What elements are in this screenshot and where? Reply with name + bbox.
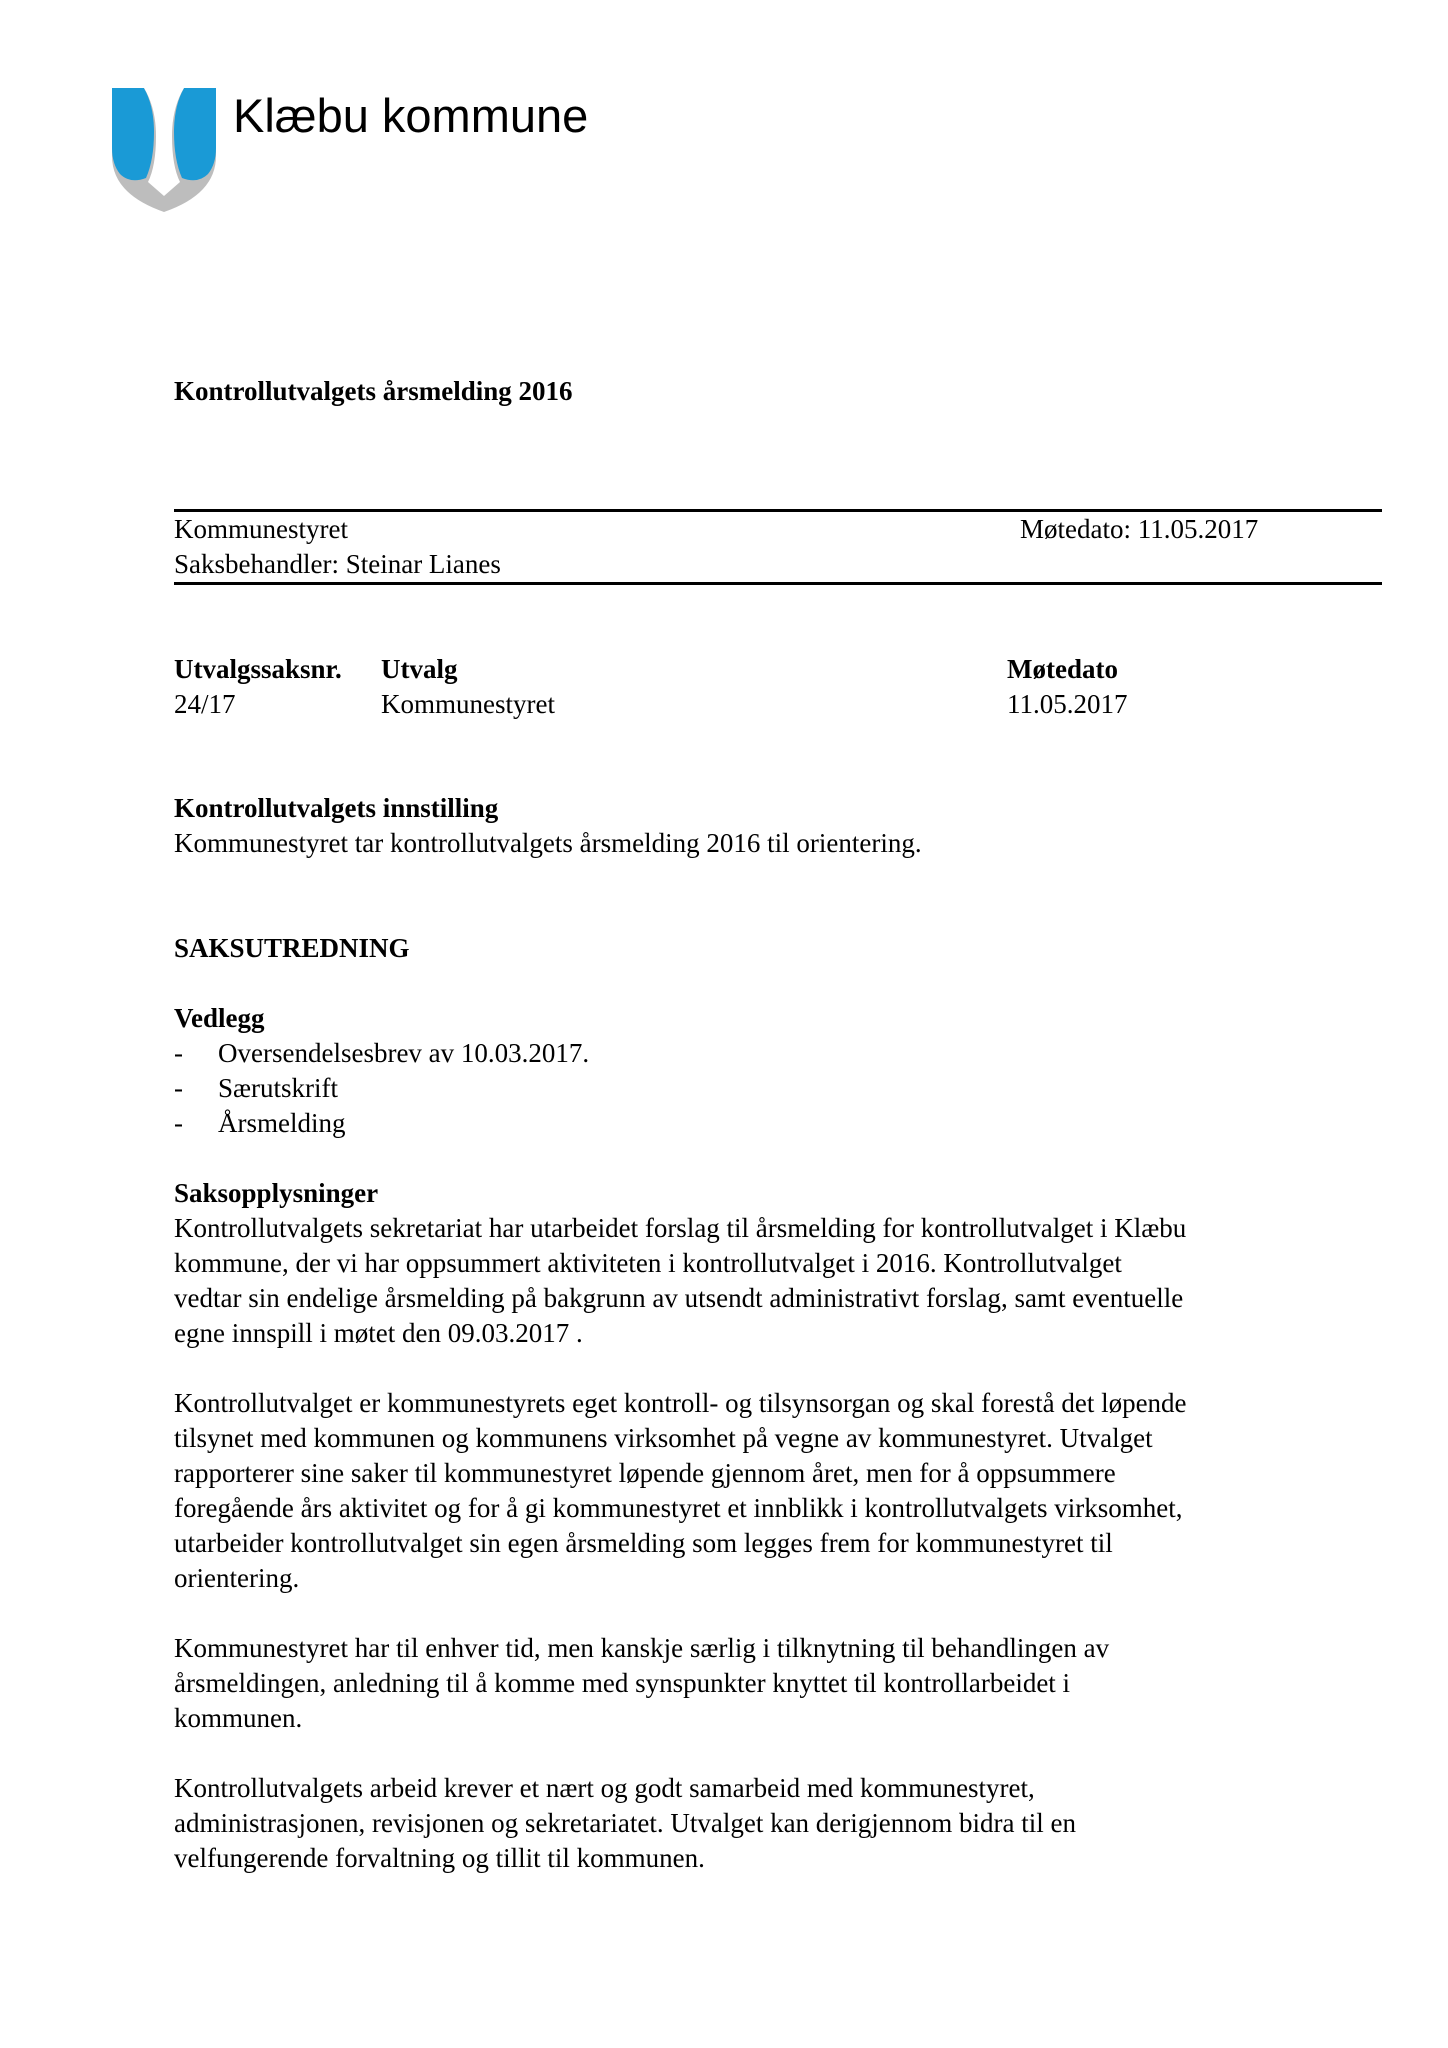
case-table-header: Utvalgssaksnr. bbox=[174, 654, 342, 684]
case-table-header: Utvalg bbox=[381, 654, 458, 684]
case-info-paragraph-2 bbox=[174, 1386, 1294, 1596]
list-item bbox=[174, 1036, 589, 1071]
case-info-paragraph-1 bbox=[174, 1211, 1294, 1351]
paragraph-line: utarbeider kontrollutvalget sin egen årsmelding som legges frem for kommunestyret til bbox=[174, 1528, 1113, 1558]
paragraph-line: Kontrollutvalgets sekretariat har utarbeidet forslag til årsmelding for kontrollutvalget i Klæbu bbox=[174, 1213, 1187, 1243]
paragraph-line: rapporterer sine saker til kommunestyret løpende gjennom året, men for å oppsummere bbox=[174, 1458, 1116, 1488]
attachments-list bbox=[174, 1036, 589, 1141]
case-info-paragraph-3 bbox=[174, 1631, 1294, 1736]
attachment-label: Særutskrift bbox=[218, 1073, 339, 1103]
paragraph-line: foregående års aktivitet og for å gi kommunestyret et innblikk i kontrollutvalgets virksomhet, bbox=[174, 1493, 1183, 1523]
meta-case-handler: Saksbehandler: Steinar Lianes bbox=[174, 549, 501, 579]
attachment-label: Oversendelsesbrev av 10.03.2017. bbox=[218, 1038, 590, 1068]
paragraph-line: vedtar sin endelige årsmelding på bakgrunn av utsendt administrativt forslag, samt eventuelle bbox=[174, 1283, 1184, 1313]
table-row bbox=[174, 687, 1207, 722]
case-info-paragraph-4 bbox=[174, 1771, 1294, 1876]
attachment-label: Årsmelding bbox=[218, 1108, 346, 1138]
coat-of-arms-logo bbox=[110, 86, 218, 214]
case-table-header-row bbox=[174, 652, 1207, 687]
case-table bbox=[174, 652, 1207, 722]
paragraph-line: administrasjonen, revisjonen og sekretariatet. Utvalget kan derigjennom bidra til en bbox=[174, 1808, 1076, 1838]
committee: Kommunestyret bbox=[381, 689, 555, 719]
paragraph-line: årsmeldingen, anledning til å komme med synspunkter knyttet til kontrollarbeidet i bbox=[174, 1668, 1071, 1698]
section-heading: SAKSUTREDNING bbox=[174, 933, 410, 963]
case-number: 24/17 bbox=[174, 689, 236, 719]
meeting-date: 11.05.2017 bbox=[1007, 689, 1128, 719]
list-dash: - bbox=[174, 1038, 183, 1068]
paragraph-line: Kontrollutvalgets arbeid krever et nært og godt samarbeid med kommunestyret, bbox=[174, 1773, 1035, 1803]
paragraph-line: Kontrollutvalget er kommunestyrets eget kontroll- og tilsynsorgan og skal forestå det løpende bbox=[174, 1388, 1187, 1418]
meta-body: Kommunestyret bbox=[174, 514, 348, 544]
paragraph-line: velfungerende forvaltning og tillit til kommunen. bbox=[174, 1843, 705, 1873]
paragraph-line: kommune, der vi har oppsummert aktiviteten i kontrollutvalget i 2016. Kontrollutvalget bbox=[174, 1248, 1122, 1278]
list-item bbox=[174, 1071, 589, 1106]
paragraph-line: egne innspill i møtet den 09.03.2017 . bbox=[174, 1318, 583, 1348]
paragraph-line: kommunen. bbox=[174, 1703, 303, 1733]
attachments-heading: Vedlegg bbox=[174, 1003, 265, 1033]
case-info-heading: Saksopplysninger bbox=[174, 1178, 379, 1208]
divider-bottom bbox=[174, 582, 1382, 585]
paragraph-line: Kommunestyret har til enhver tid, men kanskje særlig i tilknytning til behandlingen av bbox=[174, 1633, 1110, 1663]
paragraph-line: tilsynet med kommunen og kommunens virksomhet på vegne av kommunestyret. Utvalget bbox=[174, 1423, 1153, 1453]
case-table-header: Møtedato bbox=[1007, 654, 1118, 684]
list-dash: - bbox=[174, 1073, 183, 1103]
recommendation-text: Kommunestyret tar kontrollutvalgets årsmelding 2016 til orientering. bbox=[174, 828, 922, 858]
organization-name: Klæbu kommune bbox=[233, 89, 589, 142]
meta-meeting-date: Møtedato: 11.05.2017 bbox=[1020, 514, 1259, 544]
paragraph-line: orientering. bbox=[174, 1563, 300, 1593]
list-item bbox=[174, 1106, 589, 1141]
list-dash: - bbox=[174, 1108, 183, 1138]
document-title: Kontrollutvalgets årsmelding 2016 bbox=[174, 376, 573, 406]
recommendation-heading: Kontrollutvalgets innstilling bbox=[174, 793, 499, 823]
